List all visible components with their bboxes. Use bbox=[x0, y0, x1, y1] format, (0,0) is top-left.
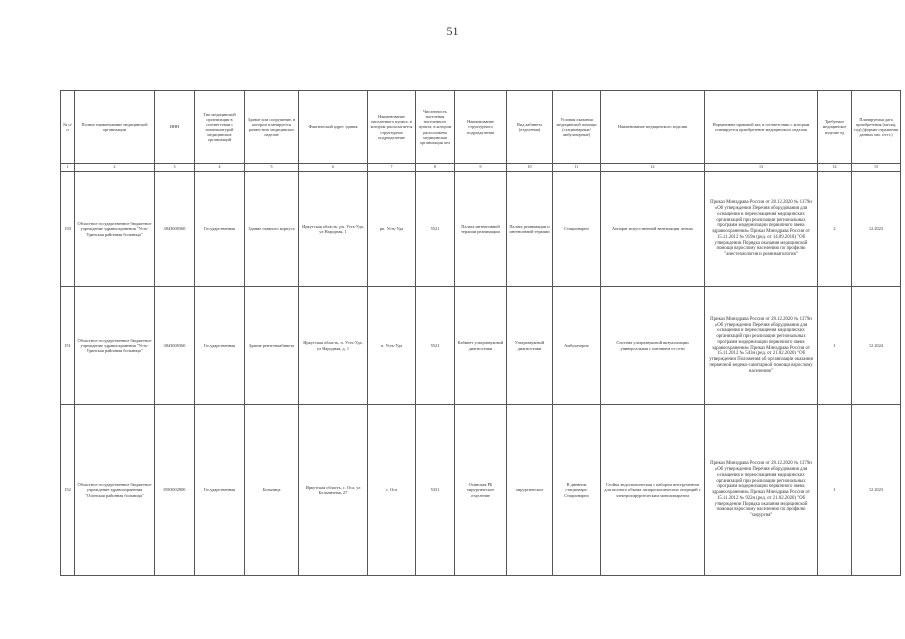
column-number: 14 bbox=[818, 164, 852, 172]
quantity: 2 bbox=[818, 172, 852, 287]
row-number: 152 bbox=[61, 405, 75, 576]
column-number: 13 bbox=[705, 164, 818, 172]
address: Иркутская область, рп. Усть-Уда, ул Народная, 1 bbox=[299, 172, 368, 287]
regulatory-act: Приказ Минздрава России от 28.12.2020 № 1379н «Об утверждении Перечня оборудования для оснащения и переоснащения медицинских организаций при реализации региональных программ модернизации первичного звена здравоохранения» Приказ Минздрава России от 15.11.2012 № 919н (ред. от 14.09.2018) "Об утверждении Порядка оказания медицинской помощи взрослому населению по профилю "анестезиология и реаниматология" bbox=[705, 172, 818, 287]
column-number: 10 bbox=[507, 164, 553, 172]
column-number: 1 bbox=[61, 164, 75, 172]
table-row bbox=[61, 287, 901, 405]
column-header: Фактический адрес здания bbox=[299, 91, 368, 164]
procurement-table bbox=[60, 90, 901, 576]
column-number: 12 bbox=[601, 164, 705, 172]
column-header: Наименование структурного подразделения bbox=[455, 91, 507, 164]
column-number: 7 bbox=[368, 164, 416, 172]
row-number: 150 bbox=[61, 172, 75, 287]
population: 5521 bbox=[416, 287, 455, 405]
building: Здание главного корпуса bbox=[245, 172, 299, 287]
settlement: с. Оса bbox=[368, 405, 416, 576]
device-name: Система ультразвуковой визуализации универсальная с питанием от сети bbox=[601, 287, 705, 405]
column-number: 15 bbox=[852, 164, 901, 172]
address: Иркутская область, с. Оса, ул Больничная, 27 bbox=[299, 405, 368, 576]
column-header: Полное наименование медицинской организации bbox=[75, 91, 155, 164]
column-header: Планируемая дата приобретения (месяц, год) (формат отражения данных мм. ггггг.) bbox=[852, 91, 901, 164]
quantity: 1 bbox=[818, 287, 852, 405]
cabinet-type: хирургическое bbox=[507, 405, 553, 576]
structural-unit: Палата интенсивной терапии реанимации bbox=[455, 172, 507, 287]
building: Здание рентгенкабинета bbox=[245, 287, 299, 405]
column-header: Тип медицинской организации в соответствии с номенклатурой медицинских организаций bbox=[195, 91, 245, 164]
column-header: ИНН bbox=[155, 91, 195, 164]
care-conditions: В дневном стационаре, Стационарно bbox=[553, 405, 601, 576]
column-header: Требуемое медицинское изделие ед bbox=[818, 91, 852, 164]
column-header: Вид кабинета (отделения) bbox=[507, 91, 553, 164]
organization-name: Областное государственное бюджетное учреждение здравоохранения "Усть-Удинская районная больница" bbox=[75, 172, 155, 287]
column-number: 2 bbox=[75, 164, 155, 172]
settlement: рп. Усть-Уда bbox=[368, 172, 416, 287]
organization-type: Государственная bbox=[195, 405, 245, 576]
planned-date: 12.2023 bbox=[852, 172, 901, 287]
column-header: Наименование медицинского изделия bbox=[601, 91, 705, 164]
organization-type: Государственная bbox=[195, 287, 245, 405]
inn: 3843000360 bbox=[155, 172, 195, 287]
regulatory-act: Приказ Минздрава России от 28.12.2020 № 1379н «Об утверждении Перечня оборудования для оснащения и переоснащения медицинских организаций при реализации региональных программ модернизации первичного звена здравоохранения» Приказ Минздрава России от 15.11.2012 № 922н (ред. от 21.02.2020) "Об утверждении Порядка оказания медицинской помощи взрослому населению по профилю "хирургия" bbox=[705, 405, 818, 576]
column-number-row bbox=[61, 164, 901, 172]
page-number: 51 bbox=[446, 24, 459, 38]
settlement: п. Усть-Уда bbox=[368, 287, 416, 405]
structural-unit: Кабинет ультразвуковой диагностики bbox=[455, 287, 507, 405]
column-number: 4 bbox=[195, 164, 245, 172]
care-conditions: Стационарно bbox=[553, 172, 601, 287]
column-header: Нормативно-правовой акт, в соответствии с которым планируется приобретение медицинского изделия bbox=[705, 91, 818, 164]
care-conditions: Амбулаторно bbox=[553, 287, 601, 405]
organization-name: Областное государственное бюджетное учреждение здравоохранения "Усть-Удинская районная больница" bbox=[75, 287, 155, 405]
inn: 3843000360 bbox=[155, 287, 195, 405]
column-number: 3 bbox=[155, 164, 195, 172]
column-header: Условия оказания медицинской помощи (стационарные/ амбулаторные) bbox=[553, 91, 601, 164]
address: Иркутская область, п. Усть-Уда, ул Народная, д. 1 bbox=[299, 287, 368, 405]
column-number: 8 bbox=[416, 164, 455, 172]
quantity: 1 bbox=[818, 405, 852, 576]
population: 5521 bbox=[416, 172, 455, 287]
column-number: 11 bbox=[553, 164, 601, 172]
organization-name: Областное государственное бюджетное учреждение здравоохранения "Осинская районная больница" bbox=[75, 405, 155, 576]
inn: 8503002900 bbox=[155, 405, 195, 576]
population: 5331 bbox=[416, 405, 455, 576]
device-name: Стойка эндоскопическая с набором инструментов для полного объема лапароскопических операций с электрохирургическим моноаппаратом bbox=[601, 405, 705, 576]
row-number: 151 bbox=[61, 287, 75, 405]
regulatory-act: Приказ Минздрава России от 28.12.2020 № 1379н «Об утверждении Перечня оборудования для оснащения и переоснащения медицинских организаций при реализации региональных программ модернизации первичного звена здравоохранения» Приказ Минздрава России от 15.11.2012 № 543н (ред. от 21.02.2020) "Об утверждении Положения об организации оказания первичной медико-санитарной помощи взрослому населению" bbox=[705, 287, 818, 405]
column-number: 5 bbox=[245, 164, 299, 172]
cabinet-type: Палата реанимации и интенсивной терапии bbox=[507, 172, 553, 287]
column-header: Наименование населенного пункта, в котором располагается структурное подразделение bbox=[368, 91, 416, 164]
column-header: № п/п bbox=[61, 91, 75, 164]
building: Больница bbox=[245, 405, 299, 576]
column-number: 6 bbox=[299, 164, 368, 172]
structural-unit: Осинская РБ хирургическое отделение bbox=[455, 405, 507, 576]
planned-date: 12.2023 bbox=[852, 405, 901, 576]
planned-date: 12.2024 bbox=[852, 287, 901, 405]
column-number: 9 bbox=[455, 164, 507, 172]
device-name: Аппарат искусственной вентиляции легких bbox=[601, 172, 705, 287]
table-row bbox=[61, 405, 901, 576]
table-header-row bbox=[61, 91, 901, 164]
table-row bbox=[61, 172, 901, 287]
column-header: Численность населения населенного пункта, в котором расположена медицинская организация чел bbox=[416, 91, 455, 164]
cabinet-type: Ультразвуковой диагностики bbox=[507, 287, 553, 405]
column-header: Здание или сооружение, в котором планируется разместить медицинское изделие bbox=[245, 91, 299, 164]
organization-type: Государственная bbox=[195, 172, 245, 287]
